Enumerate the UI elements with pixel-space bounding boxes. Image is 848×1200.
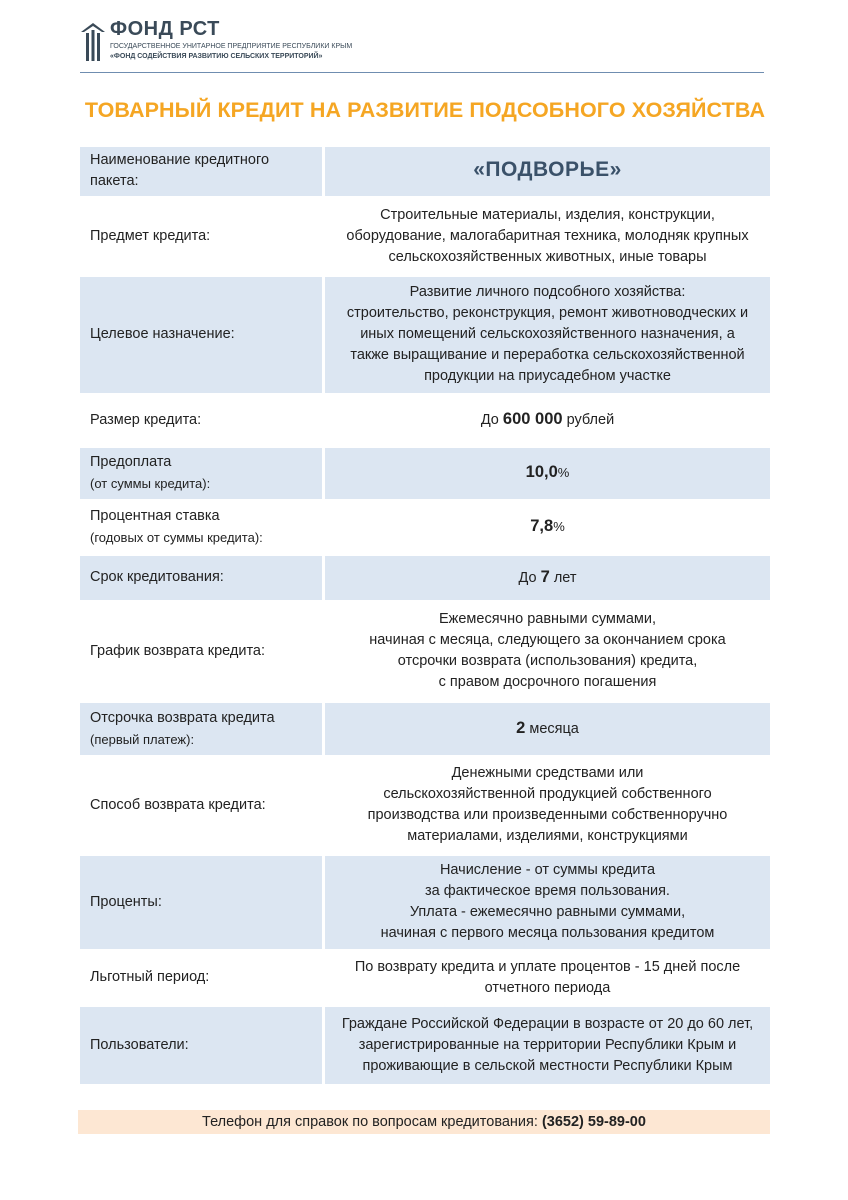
fund-logo-icon xyxy=(80,22,106,62)
method-line: производства или произведенными собственноручно xyxy=(367,807,728,823)
prepayment-number: 10,0 xyxy=(525,463,558,481)
row-label-rate xyxy=(80,500,324,554)
rate-sublabel: (годовых от суммы кредита): xyxy=(90,530,263,545)
rate-label: Процентная ставка xyxy=(90,508,220,524)
deferral-suffix: месяца xyxy=(529,720,579,737)
purpose-line: Развитие личного подсобного хозяйства: xyxy=(409,284,686,300)
row-label-package: Наименование кредитного пакета: xyxy=(80,147,324,197)
row-label-deferral xyxy=(80,701,324,756)
row-label-subject: Предмет кредита: xyxy=(90,227,211,244)
row-value-grace xyxy=(324,950,771,1005)
contact-footer xyxy=(78,1110,770,1134)
method-line: Денежными средствами или xyxy=(451,765,644,781)
table-row xyxy=(80,500,770,554)
interest-line: начиная с первого месяца пользования кредитом xyxy=(380,925,715,941)
term-number: 7 xyxy=(540,567,550,586)
interest-line: за фактическое время пользования. xyxy=(425,883,670,899)
row-label-purpose: Целевое назначение: xyxy=(80,275,324,394)
logo-subtitle: ГОСУДАРСТВЕННОЕ УНИТАРНОЕ ПРЕДПРИЯТИЕ РЕСПУБЛИКИ КРЫМ xyxy=(110,43,353,50)
table-row xyxy=(80,197,770,275)
method-line: сельскохозяйственной продукцией собственного xyxy=(383,786,712,802)
grace-line: отчетного периода xyxy=(484,979,611,996)
row-value-term xyxy=(324,554,771,601)
row-value-amount xyxy=(324,394,771,446)
rate-number: 7,8 xyxy=(530,517,554,535)
row-label-prepayment xyxy=(80,446,324,500)
footer-phone: (3652) 59-89-00 xyxy=(541,1114,646,1130)
schedule-line: отсрочки возврата (использования) кредита, xyxy=(397,653,698,669)
table-row xyxy=(80,275,770,394)
row-value-users xyxy=(324,1005,771,1085)
purpose-line: продукции на приусадебном участке xyxy=(424,368,671,384)
schedule-line: с правом досрочного погашения xyxy=(438,674,657,690)
table-row xyxy=(80,554,770,601)
schedule-line: Ежемесячно равными суммами, xyxy=(438,611,657,627)
row-label-grace: Льготный период: xyxy=(90,969,210,985)
amount-suffix: рублей xyxy=(566,412,615,428)
subject-line: оборудование, малогабаритная техника, молодняк крупных xyxy=(346,227,749,244)
row-label-term: Срок кредитования: xyxy=(80,554,324,601)
users-line: проживающие в сельской местности Республики Крым xyxy=(362,1057,733,1074)
purpose-line: иных помещений сельскохозяйственного назначения, а xyxy=(360,326,735,342)
amount-prefix: До xyxy=(480,412,499,428)
table-row xyxy=(80,446,770,500)
row-label-interest: Проценты: xyxy=(80,854,324,950)
table-row xyxy=(80,701,770,756)
row-value-package xyxy=(324,147,771,197)
logo-title: ФОНД РСТ xyxy=(110,18,220,40)
table-row xyxy=(80,601,770,701)
prepayment-sublabel: (от суммы кредита): xyxy=(90,476,211,491)
term-suffix: лет xyxy=(553,569,577,586)
term-prefix: До xyxy=(518,569,537,586)
row-value-rate xyxy=(324,500,771,554)
users-line: зарегистрированные на территории Республики Крым и xyxy=(358,1036,737,1053)
row-value-method xyxy=(324,756,771,854)
row-value-prepayment xyxy=(324,446,771,500)
deferral-sublabel: (первый платеж): xyxy=(90,731,195,747)
prepayment-unit: % xyxy=(557,465,570,480)
schedule-line: начиная с месяца, следующего за окончанием срока xyxy=(369,632,726,648)
row-label-users: Пользователи: xyxy=(80,1005,324,1085)
table-row xyxy=(80,147,770,197)
interest-line: Уплата - ежемесячно равными суммами, xyxy=(409,904,686,920)
row-value-subject xyxy=(324,197,771,275)
logo xyxy=(80,18,353,64)
deferral-label: Отсрочка возврата кредита xyxy=(90,709,275,726)
row-value-purpose xyxy=(324,275,771,394)
grace-line: По возврату кредита и уплате процентов - 15 дней после xyxy=(354,958,741,975)
footer-text: Телефон для справок по вопросам кредитования: xyxy=(202,1114,538,1130)
table-row xyxy=(80,950,770,1005)
table-row xyxy=(80,756,770,854)
rate-unit: % xyxy=(553,519,565,534)
users-line: Граждане Российской Федерации в возрасте от 20 до 60 лет, xyxy=(341,1015,754,1032)
purpose-line: также выращивание и переработка сельскохозяйственной xyxy=(350,347,745,363)
page-title: ТОВАРНЫЙ КРЕДИТ НА РАЗВИТИЕ ПОДСОБНОГО ХОЗЯЙСТВА xyxy=(84,98,766,122)
row-label-schedule: График возврата кредита: xyxy=(90,642,266,659)
prepayment-label: Предоплата xyxy=(90,454,172,470)
row-value-deferral xyxy=(324,701,771,756)
table-row xyxy=(80,1005,770,1085)
table-row xyxy=(80,854,770,950)
row-label-method: Способ возврата кредита: xyxy=(90,796,266,813)
row-value-schedule xyxy=(324,601,771,701)
logo-subtitle-fund: «ФОНД СОДЕЙСТВИЯ РАЗВИТИЮ СЕЛЬСКИХ ТЕРРИТОРИЙ» xyxy=(110,53,323,60)
package-name: «ПОДВОРЬЕ» xyxy=(473,158,622,182)
credit-terms-table xyxy=(80,147,770,1087)
row-label-amount: Размер кредита: xyxy=(90,411,202,428)
amount-number: 600 000 xyxy=(502,410,563,428)
deferral-number: 2 xyxy=(516,718,526,737)
interest-line: Начисление - от суммы кредита xyxy=(439,862,656,878)
header-divider xyxy=(80,72,764,73)
row-value-interest xyxy=(324,854,771,950)
subject-line: Строительные материалы, изделия, конструкции, xyxy=(380,206,715,223)
method-line: материалами, изделиями, конструкциями xyxy=(407,828,688,844)
subject-line: сельскохозяйственных животных, иные товары xyxy=(388,248,707,265)
table-row xyxy=(80,394,770,446)
purpose-line: строительство, реконструкция, ремонт животноводческих и xyxy=(346,305,749,321)
